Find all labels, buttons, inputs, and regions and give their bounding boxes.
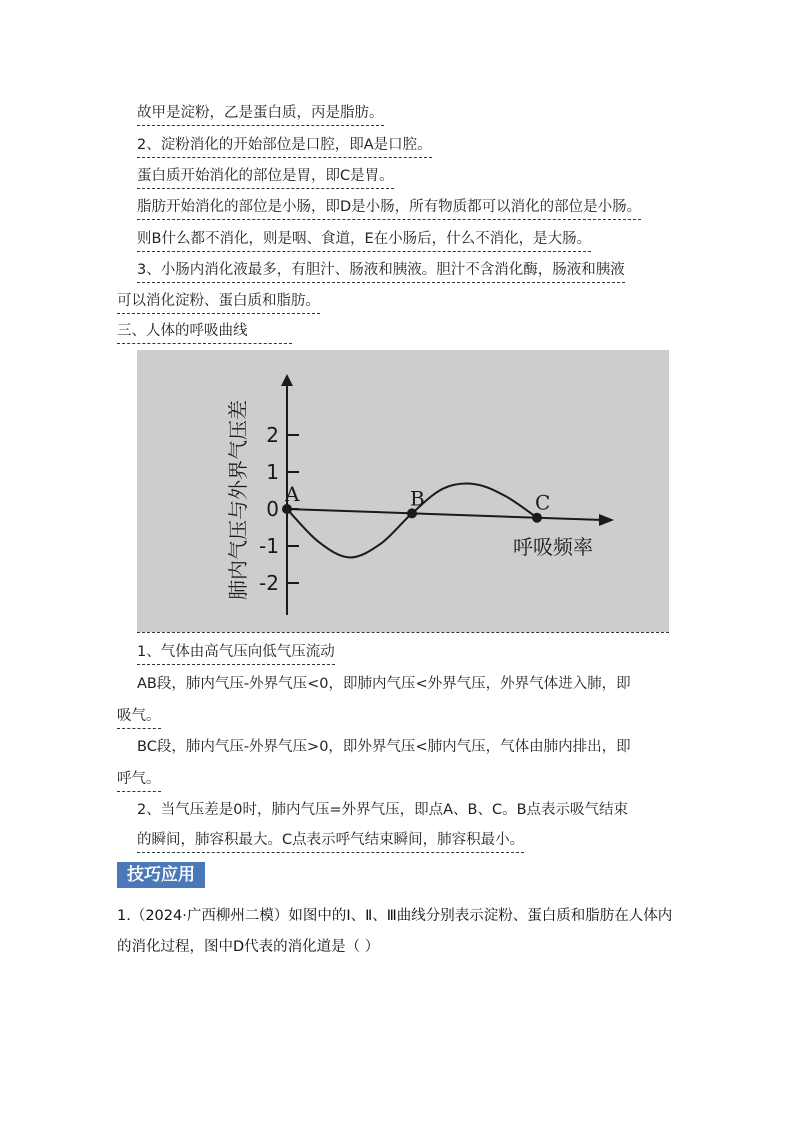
question-line-2: 的消化过程，图中D代表的消化道是（ ） [117,939,380,955]
explain-4b: 的瞬间，肺容积最大。C点表示呼气结束瞬间，肺容积最小。 [137,830,524,853]
x-axis-label: 呼吸频率 [513,535,593,559]
note-line-7: 可以消化淀粉、蛋白质和脂肪。 [117,291,320,314]
y-tick-label: 1 [266,460,279,484]
y-tick-label: -1 [259,534,279,558]
respiration-chart [137,350,669,632]
explain-3b: 呼气。 [117,769,161,792]
chart-divider [137,632,669,633]
note-line-6: 3、小肠内消化液最多，有胆汁、肠液和胰液。胆汁不含消化酶，肠液和胰液 [137,260,625,283]
y-tick-label: 0 [266,497,279,521]
note-line-5: 则B什么都不消化，则是咽、食道，E在小肠后，什么不消化，是大肠。 [137,229,591,252]
explain-4a: 2、当气压差是0时，肺内气压=外界气压，即点A、B、C。B点表示吸气结束 [137,802,629,818]
explain-2b: 吸气。 [117,706,161,729]
y-axis-label: 肺内气压与外界气压差 [226,400,250,600]
point-label-b: B [410,486,425,511]
point-label-c: C [535,490,551,515]
note-line-4: 脂肪开始消化的部位是小肠，即D是小肠，所有物质都可以消化的部位是小肠。 [137,197,641,220]
y-tick-label: -2 [259,571,279,595]
note-line-2: 2、淀粉消化的开始部位是口腔，即A是口腔。 [137,135,432,158]
explain-1: 1、气体由高气压向低气压流动 [137,642,335,665]
note-line-1: 故甲是淀粉，乙是蛋白质，丙是脂肪。 [137,103,384,126]
section-tag: 技巧应用 [117,862,205,888]
note-line-3: 蛋白质开始消化的部位是胃，即C是胃。 [137,166,394,189]
explain-3a: BC段，肺内气压-外界气压>0，即外界气压<肺内气压，气体由肺内排出，即 [137,739,631,755]
point-label-a: A [285,482,300,506]
explain-2a: AB段，肺内气压-外界气压<0，即肺内气压<外界气压，外界气体进入肺，即 [137,676,631,692]
y-tick-label: 2 [266,423,279,447]
section-title: 三、人体的呼吸曲线 [117,321,292,344]
question-line-1: 1.（2024·广西柳州二模）如图中的Ⅰ、Ⅱ、Ⅲ曲线分别表示淀粉、蛋白质和脂肪在人体内 [117,908,673,924]
respiration-chart-photo [137,350,669,632]
